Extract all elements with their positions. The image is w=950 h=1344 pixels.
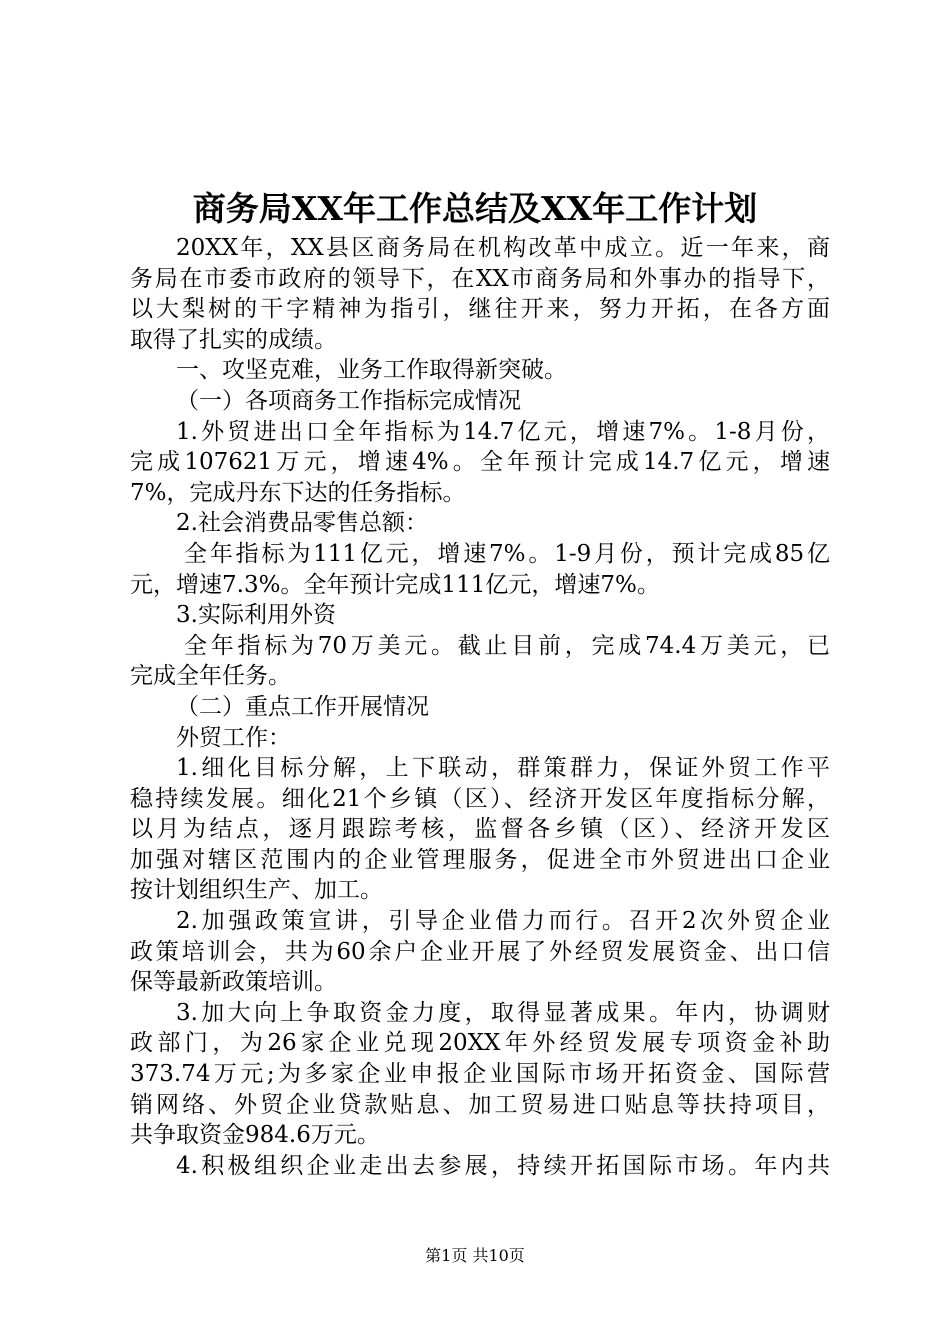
body-line: 完成107621万元，增速4%。全年预计完成14.7亿元，增速 <box>130 449 830 476</box>
body-line: 共争取资金984.6万元。 <box>130 1122 380 1149</box>
body-line: 1.外贸进出口全年指标为14.7亿元，增速7%。1-8月份， <box>176 418 830 445</box>
body-line: 务局在市委市政府的领导下，在XX市商务局和外事办的指导下， <box>130 265 830 292</box>
body-line: 3.实际利用外资 <box>176 602 336 629</box>
body-line: 政部门，为26家企业兑现20XX年外经贸发展专项资金补助 <box>130 1030 830 1057</box>
body-line: 7%，完成丹东下达的任务指标。 <box>130 479 466 506</box>
body-line: 元，增速7.3%。全年预计完成111亿元，增速7%。 <box>130 571 660 598</box>
body-line: 3.加大向上争取资金力度，取得显著成果。年内，协调财 <box>176 999 830 1026</box>
body-line: 销网络、外贸企业贷款贴息、加工贸易进口贴息等扶持项目， <box>130 1091 830 1118</box>
body-line: 全年指标为111亿元，增速7%。1-9月份，预计完成85亿 <box>184 540 830 567</box>
body-line: 全年指标为70万美元。截止目前，完成74.4万美元，已 <box>184 632 830 659</box>
document-body <box>130 233 830 1181</box>
body-line: 一、攻坚克难，业务工作取得新突破。 <box>176 357 567 384</box>
body-line: 取得了扎实的成绩。 <box>130 326 337 353</box>
body-line: 4.积极组织企业走出去参展，持续开拓国际市场。年内共 <box>176 1152 830 1179</box>
body-line: 2.加强政策宣讲，引导企业借力而行。召开2次外贸企业 <box>176 908 830 935</box>
body-line: 1.细化目标分解，上下联动，群策群力，保证外贸工作平 <box>176 755 830 782</box>
document-title: 商务局XX年工作总结及XX年工作计划 <box>192 189 758 228</box>
body-line: 政策培训会，共为60余户企业开展了外经贸发展资金、出口信 <box>130 938 830 965</box>
body-line: 完成全年任务。 <box>130 663 291 690</box>
body-line: 保等最新政策培训。 <box>130 969 337 996</box>
body-line: （一）各项商务工作指标完成情况 <box>176 387 521 414</box>
body-line: 以大梨树的干字精神为指引，继往开来，努力开拓，在各方面 <box>130 296 830 323</box>
body-line: 2.社会消费品零售总额： <box>176 510 428 537</box>
body-line: 373.74万元;为多家企业申报企业国际市场开拓资金、国际营 <box>130 1061 830 1088</box>
body-line: 以月为结点，逐月跟踪考核，监督各乡镇（区）、经济开发区 <box>130 816 830 843</box>
body-line: 按计划组织生产、加工。 <box>130 877 383 904</box>
page-number-footer: 第1页 共10页 <box>425 1246 525 1265</box>
body-line: 稳持续发展。细化21个乡镇（区）、经济开发区年度指标分解， <box>130 785 830 812</box>
body-line: 20XX年，XX县区商务局在机构改革中成立。近一年来，商 <box>176 235 830 261</box>
body-line: 加强对辖区范围内的企业管理服务，促进全市外贸进出口企业 <box>130 846 830 873</box>
body-line: 外贸工作： <box>176 724 291 751</box>
body-line: （二）重点工作开展情况 <box>176 693 429 720</box>
